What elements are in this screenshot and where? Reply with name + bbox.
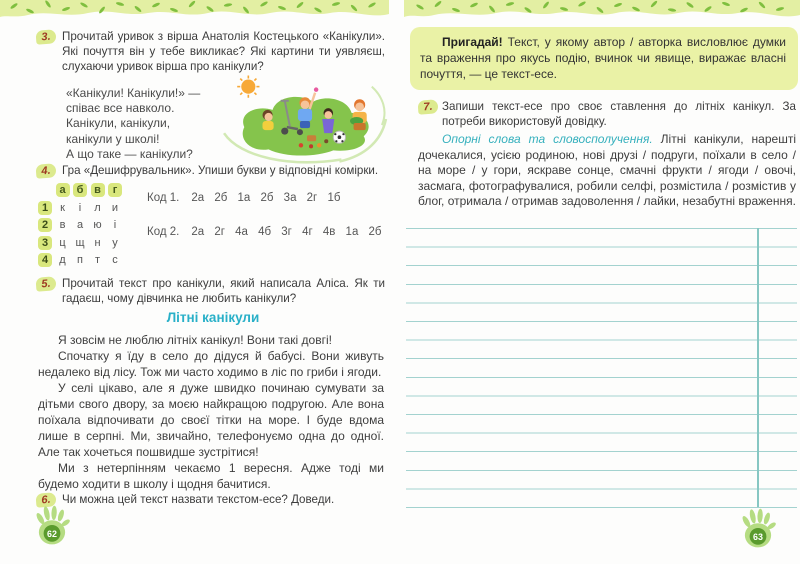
task5-text: Прочитай текст про канікули, який написала Аліса. Як ти гадаєш, чому дівчинка не любить канікули? — [62, 277, 385, 305]
code-2-label: Код 2. — [147, 226, 180, 238]
poem-line: «Канікули! Канікули!» — — [66, 86, 201, 100]
col-header: б — [73, 183, 87, 197]
cipher-cell: а — [76, 219, 84, 231]
task6-text: Чи можна цей текст назвати текстом-есе? Доведи. — [62, 493, 335, 506]
story-paragraph: Спочатку я їду в село до дідуся й бабусі. Вони живуть недалеко від лісу. Тож ми часто ходимо в ліс по гриби і ягоди. — [38, 349, 384, 379]
page-number-62: 62 — [47, 528, 57, 539]
code-1 — [147, 192, 340, 204]
task6-number: 6. — [36, 492, 57, 507]
cipher-cell: с — [112, 254, 118, 266]
col-header: г — [108, 183, 122, 197]
writing-lines-area — [406, 228, 797, 508]
story-title: Літні канікули — [166, 310, 260, 325]
task4-number: 4. — [36, 163, 57, 178]
cipher-cell: к — [60, 201, 65, 214]
task3-text: Прочитай уривок з вірша Анатолія Костецького «Канікули». Які почуття він у тебе викликає? Які картини ти уявляєш, слухаючи уривок вірша про канікули? — [62, 30, 385, 73]
poem-line: співає все навколо. — [66, 101, 175, 116]
page-number-63: 63 — [753, 531, 763, 542]
cipher-cell: и — [111, 201, 119, 214]
cipher-cell: щ — [75, 236, 85, 249]
recall-box — [410, 27, 798, 90]
cipher-cell: ю — [93, 219, 102, 231]
col-header: в — [91, 183, 105, 197]
notebook-margin-line — [757, 228, 759, 507]
reference-text: Літні канікули, нарешті дочекалися, усією родиною, нові друзі / подруги, поїхали в село / на море / у гори, яскраве сонце, смачні фрукти / ягоди / овочі, засмага, фотографувалися, робили селфі, розмістила / розмістив у блог, отримала / отримав задоволення / лайки, незабутні враження. — [418, 132, 796, 209]
task3-number: 3. — [36, 29, 57, 44]
story-paragraph: Ми з нетерпінням чекаємо 1 вересня. Адже тоді ми будемо ходити в школу і щодня бачитися. — [38, 461, 384, 491]
page-number-hand-63 — [740, 508, 776, 550]
leaf-border-left — [0, 0, 389, 26]
row-number: 3 — [38, 236, 52, 250]
task7-number: 7. — [418, 99, 439, 114]
cipher-cell: і — [113, 219, 117, 231]
cipher-cell: д — [59, 254, 66, 266]
code-1-values: 2а 2б 1а 2б 3а 2г 1б — [191, 192, 341, 204]
poem-line: А що таке — канікули? — [66, 146, 193, 161]
row-number: 4 — [38, 253, 52, 267]
reference-words — [418, 132, 796, 210]
row-number: 1 — [38, 201, 52, 215]
cipher-cell: л — [94, 201, 101, 214]
cipher-table — [38, 183, 122, 267]
cipher-cell: т — [94, 254, 101, 266]
cipher-cell: і — [78, 201, 82, 214]
reference-lead: Опорні слова та словосполучення. — [442, 132, 653, 146]
task7-text: Запиши текст-есе про своє ставлення до літніх канікул. За потреби використовуй довідку. — [442, 100, 796, 128]
cipher-cell: п — [77, 254, 83, 266]
cipher-cell: у — [112, 236, 118, 249]
code-2 — [147, 226, 382, 238]
poem-line: канікули у школі! — [66, 131, 160, 146]
code-2-values: 2а 2г 4а 4б 3г 4г 4в 1а 2б — [191, 226, 382, 238]
kids-playing-illustration — [220, 74, 390, 164]
story-paragraph: У селі цікаво, але я дуже швидко починаю сумувати за дітьми свого двору, за моєю найкращою подругою. Але вона поїхала відпочивати до своєї тітки на море. І буде вдома лише в серпні. Ми, звичайно, телефонуємо одна до одної. Але так хочеться пошвидше зустрітися! — [38, 381, 384, 459]
cipher-cell: ц — [59, 236, 66, 249]
story-paragraph: Я зовсім не люблю літніх канікул! Вони такі довгі! — [58, 333, 332, 347]
recall-label: Пригадай! — [442, 35, 503, 49]
poem-line: Канікули, канікули, — [66, 116, 171, 131]
recall-text: Текст, у якому автор / авторка висловлює думки та враження про якусь подію, вчинок чи явище, виражає власні почуття, — це текст-есе. — [420, 35, 786, 81]
task5-number: 5. — [36, 276, 57, 291]
task4-text: Гра «Дешифрувальник». Упиши букви у відповідні комірки. — [62, 164, 379, 177]
leaf-border-right — [404, 0, 800, 26]
cipher-cell: в — [59, 219, 66, 231]
poem-kanikuly — [66, 86, 200, 162]
cipher-cell: н — [94, 236, 101, 249]
row-number: 2 — [38, 218, 52, 232]
story-text — [38, 332, 384, 492]
code-1-label: Код 1. — [147, 192, 180, 204]
col-header: а — [56, 183, 70, 197]
page-number-hand-62 — [34, 505, 70, 547]
